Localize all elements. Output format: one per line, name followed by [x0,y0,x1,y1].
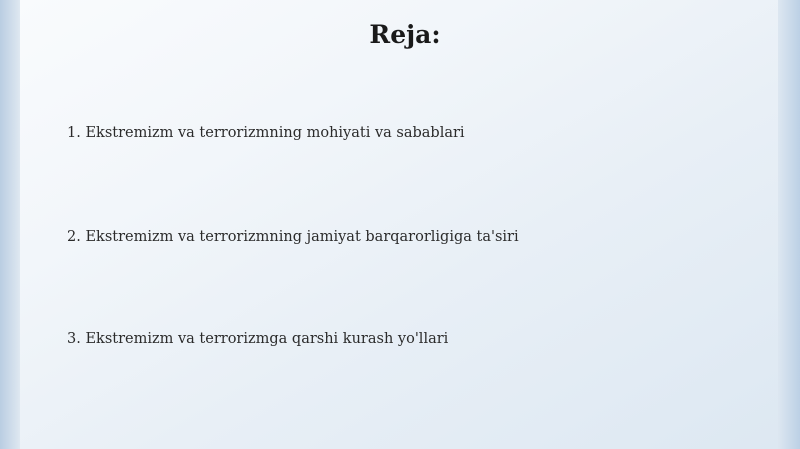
slide-title: Reja: [369,20,441,49]
plan-item-3: 3. Ekstremizm va terrorizmga qarshi kurash yo'llari [67,331,449,347]
plan-item-1: 1. Ekstremizm va terrorizmning mohiyati va sabablari [67,125,465,141]
slide [20,0,778,449]
plan-item-2: 2. Ekstremizm va terrorizmning jamiyat barqarorligiga ta'siri [67,229,519,245]
